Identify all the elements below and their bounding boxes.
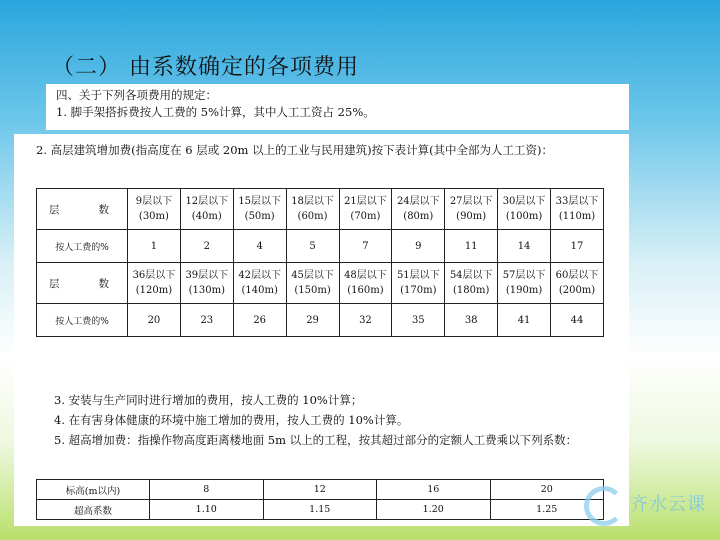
percent-cell: 23 — [180, 304, 233, 337]
floor-cell — [551, 189, 604, 230]
floor-cell — [339, 263, 392, 304]
floor-limit: 54层以下 — [449, 270, 493, 281]
floor-cell — [392, 189, 445, 230]
rules-heading: 四、关于下列各项费用的规定： — [56, 88, 217, 102]
floor-cell — [445, 263, 498, 304]
percent-cell: 35 — [392, 304, 445, 337]
floor-limit: 21层以下 — [344, 196, 387, 207]
floor-limit: 15层以下 — [238, 196, 282, 207]
percent-cell: 17 — [551, 230, 604, 263]
floor-limit: 36层以下 — [132, 270, 176, 281]
coef-cell: 1.25 — [490, 500, 604, 520]
rules-main-panel — [14, 134, 629, 526]
height-limit: (50m) — [244, 211, 275, 222]
floor-limit: 42层以下 — [238, 270, 282, 281]
table-row — [37, 263, 604, 304]
floor-limit: 45层以下 — [291, 270, 334, 281]
floor-limit: 48层以下 — [344, 270, 387, 281]
rules-top-panel — [46, 84, 629, 130]
coef-cell: 1.10 — [150, 500, 264, 520]
table-row — [37, 304, 604, 337]
floor-cell — [128, 189, 181, 230]
floor-cell — [392, 263, 445, 304]
height-limit: (130m) — [188, 285, 225, 296]
floor-cell — [551, 263, 604, 304]
floor-cell — [233, 189, 286, 230]
watermark-logo — [582, 482, 706, 530]
table-row — [37, 480, 604, 500]
floor-limit: 9层以下 — [135, 196, 173, 207]
rule-list — [54, 390, 614, 450]
floor-cell — [498, 263, 551, 304]
floor-limit: 24层以下 — [396, 196, 440, 207]
height-limit: (140m) — [241, 285, 278, 296]
height-cell: 8 — [150, 480, 264, 500]
height-cell: 12 — [263, 480, 377, 500]
height-limit: (90m) — [456, 211, 487, 222]
floor-limit: 27层以下 — [449, 196, 493, 207]
height-limit: (30m) — [138, 211, 169, 222]
height-cell: 16 — [377, 480, 491, 500]
floor-cell — [233, 263, 286, 304]
percent-cell: 26 — [233, 304, 286, 337]
row-label-percent: 按人工费的% — [37, 230, 128, 263]
slide-title: （二） 由系数确定的各项费用 — [52, 55, 359, 80]
rule-item-3: 3. 安装与生产同时进行增加的费用，按人工费的 10%计算； — [54, 393, 363, 407]
floor-limit: 57层以下 — [502, 270, 546, 281]
floor-limit: 51层以下 — [396, 270, 440, 281]
floor-limit: 12层以下 — [185, 196, 229, 207]
percent-cell: 44 — [551, 304, 604, 337]
high-rise-surcharge-table — [36, 188, 604, 337]
floor-limit: 33层以下 — [555, 196, 599, 207]
height-limit: (160m) — [347, 285, 384, 296]
percent-cell: 41 — [498, 304, 551, 337]
floor-cell — [180, 263, 233, 304]
percent-cell: 9 — [392, 230, 445, 263]
percent-cell: 20 — [128, 304, 181, 337]
percent-cell: 38 — [445, 304, 498, 337]
percent-cell: 29 — [286, 304, 339, 337]
height-coefficient-table — [36, 479, 604, 520]
percent-cell: 2 — [180, 230, 233, 263]
height-limit: (200m) — [558, 285, 596, 296]
height-limit: (110m) — [558, 211, 596, 222]
floor-cell — [286, 263, 339, 304]
rule-item-2: 2. 高层建筑增加费(指高度在 6 层或 20m 以上的工业与民用建筑)按下表计算(其中全部为人工工资)： — [36, 143, 554, 157]
percent-cell: 14 — [498, 230, 551, 263]
logo-swirl-icon — [584, 486, 624, 526]
height-limit: (80m) — [403, 211, 434, 222]
percent-cell: 32 — [339, 304, 392, 337]
rule-item-1: 1. 脚手架搭拆费按人工费的 5%计算，其中人工工资占 25%。 — [56, 105, 375, 119]
coef-cell: 1.15 — [263, 500, 377, 520]
floor-cell — [180, 189, 233, 230]
watermark-text: 齐水云课 — [630, 494, 706, 515]
height-limit: (190m) — [505, 285, 543, 296]
percent-cell: 7 — [339, 230, 392, 263]
floor-limit: 30层以下 — [502, 196, 546, 207]
height-limit: (170m) — [400, 285, 437, 296]
floor-cell — [128, 263, 181, 304]
height-limit: (40m) — [191, 211, 222, 222]
height-limit: (120m) — [135, 285, 173, 296]
height-limit: (100m) — [505, 211, 543, 222]
percent-cell: 4 — [233, 230, 286, 263]
height-limit: (70m) — [350, 211, 381, 222]
rule-item-4: 4. 在有害身体健康的环境中施工增加的费用，按人工费的 10%计算。 — [54, 413, 409, 427]
floor-limit: 18层以下 — [291, 196, 334, 207]
row-label-height: 标高(m以内) — [37, 480, 150, 500]
table-row — [37, 189, 604, 230]
percent-cell: 1 — [128, 230, 181, 263]
height-limit: (150m) — [294, 285, 331, 296]
percent-cell: 5 — [286, 230, 339, 263]
floor-cell — [339, 189, 392, 230]
height-limit: (60m) — [297, 211, 328, 222]
rule-item-5: 5. 超高增加费：指操作物高度距离楼地面 5m 以上的工程，按其超过部分的定额人工费乘以下列系数： — [54, 433, 578, 447]
height-cell: 20 — [490, 480, 604, 500]
floor-limit: 60层以下 — [555, 270, 599, 281]
row-label-floors: 层 数 — [37, 189, 128, 230]
row-label-percent: 按人工费的% — [37, 304, 128, 337]
floor-cell — [445, 189, 498, 230]
percent-cell: 11 — [445, 230, 498, 263]
coef-cell: 1.20 — [377, 500, 491, 520]
floor-cell — [498, 189, 551, 230]
floor-cell — [286, 189, 339, 230]
height-limit: (180m) — [453, 285, 490, 296]
table-row — [37, 230, 604, 263]
table-row — [37, 500, 604, 520]
row-label-coef: 超高系数 — [37, 500, 150, 520]
row-label-floors: 层 数 — [37, 263, 128, 304]
floor-limit: 39层以下 — [185, 270, 229, 281]
